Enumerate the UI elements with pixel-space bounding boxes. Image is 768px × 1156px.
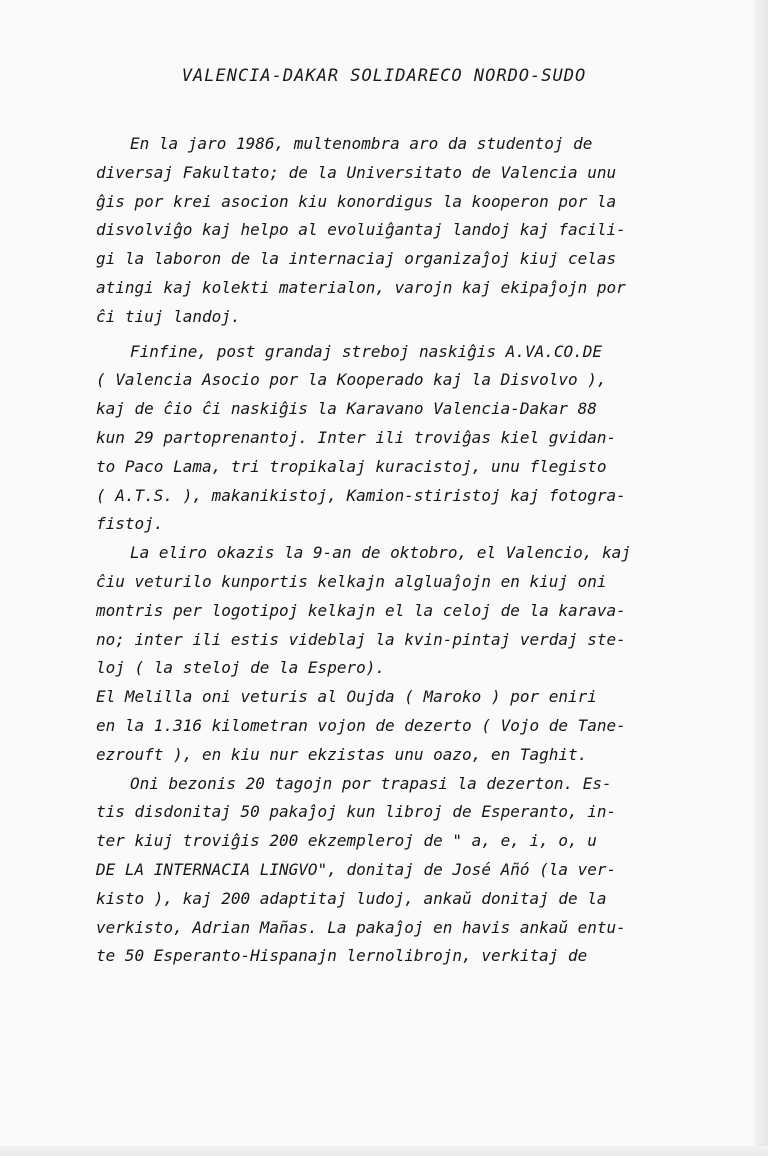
page-title: VALENCIA-DAKAR SOLIDARECO NORDO-SUDO — [181, 66, 587, 86]
text-line: loj ( la steloj de la Espero). — [96, 658, 385, 678]
text-line: ( A.T.S. ), makanikistoj, Kamion-stiristoj kaj fotogra- — [96, 485, 626, 505]
text-line: fistoj. — [96, 514, 164, 534]
text-line: ĉiu veturilo kunportis kelkajn algluaĵojn en kiuj oni — [96, 571, 607, 591]
text-line: kaj de ĉio ĉi naskiĝis la Karavano Valencia-Dakar 88 — [96, 399, 597, 419]
text-line: DE LA INTERNACIA LINGVO", donitaj de José Añó (la ver- — [96, 859, 617, 879]
page-edge-right — [754, 0, 768, 1156]
text-line: En la jaro 1986, multenombra aro da studentoj de — [130, 134, 593, 153]
text-line: no; inter ili estis videblaj la kvin-pintaj verdaj ste- — [96, 629, 626, 649]
body-text — [96, 130, 686, 971]
text-line: La eliro okazis la 9-an de oktobro, el Valencio, kaj — [130, 543, 631, 563]
page-edge-bottom — [0, 1146, 768, 1156]
text-line: ezrouft ), en kiu nur ekzistas unu oazo, en Taghit. — [96, 744, 588, 764]
text-line: ( Valencia Asocio por la Kooperado kaj la Disvolvo ), — [96, 370, 607, 390]
text-line: en la 1.316 kilometran vojon de dezerto ( Vojo de Tane- — [96, 715, 626, 735]
text-line: te 50 Esperanto-Hispanajn lernolibrojn, verkitaj de — [96, 946, 588, 966]
text-line: to Paco Lama, tri tropikalaj kuracistoj, unu flegisto — [96, 456, 607, 476]
text-line: ĝis por krei asocion kiu konordigus la kooperon por la — [96, 191, 617, 211]
text-line: tis disdonitaj 50 pakaĵoj kun libroj de Esperanto, in- — [96, 802, 617, 822]
text-line: gi la laboron de la internaciaj organizaĵoj kiuj celas — [96, 249, 617, 269]
text-line: montris per logotipoj kelkajn el la celoj de la karava- — [96, 600, 626, 620]
text-line: El Melilla oni veturis al Oujda ( Maroko ) por eniri — [96, 687, 597, 707]
text-line: disvolviĝo kaj helpo al evoluiĝantaj landoj kaj facili- — [96, 220, 626, 240]
text-line: diversaj Fakultato; de la Universitato de Valencia unu — [96, 162, 617, 182]
text-line: atingi kaj kolekti materialon, varojn kaj ekipaĵojn por — [96, 277, 626, 297]
text-line: kisto ), kaj 200 adaptitaj ludoj, ankaŭ donitaj de la — [96, 888, 607, 908]
text-line: kun 29 partoprenantoj. Inter ili troviĝas kiel gvidan- — [96, 427, 617, 447]
text-line: verkisto, Adrian Mañas. La pakaĵoj en havis ankaŭ entu- — [96, 917, 626, 937]
text-line: ĉi tiuj landoj. — [96, 306, 241, 326]
text-line: Finfine, post grandaj streboj naskiĝis A.VA.CO.DE — [130, 341, 603, 361]
text-line: ter kiuj troviĝis 200 ekzempleroj de " a, e, i, o, u — [96, 831, 597, 851]
text-line: Oni bezonis 20 tagojn por trapasi la dezerton. Es- — [130, 773, 612, 793]
